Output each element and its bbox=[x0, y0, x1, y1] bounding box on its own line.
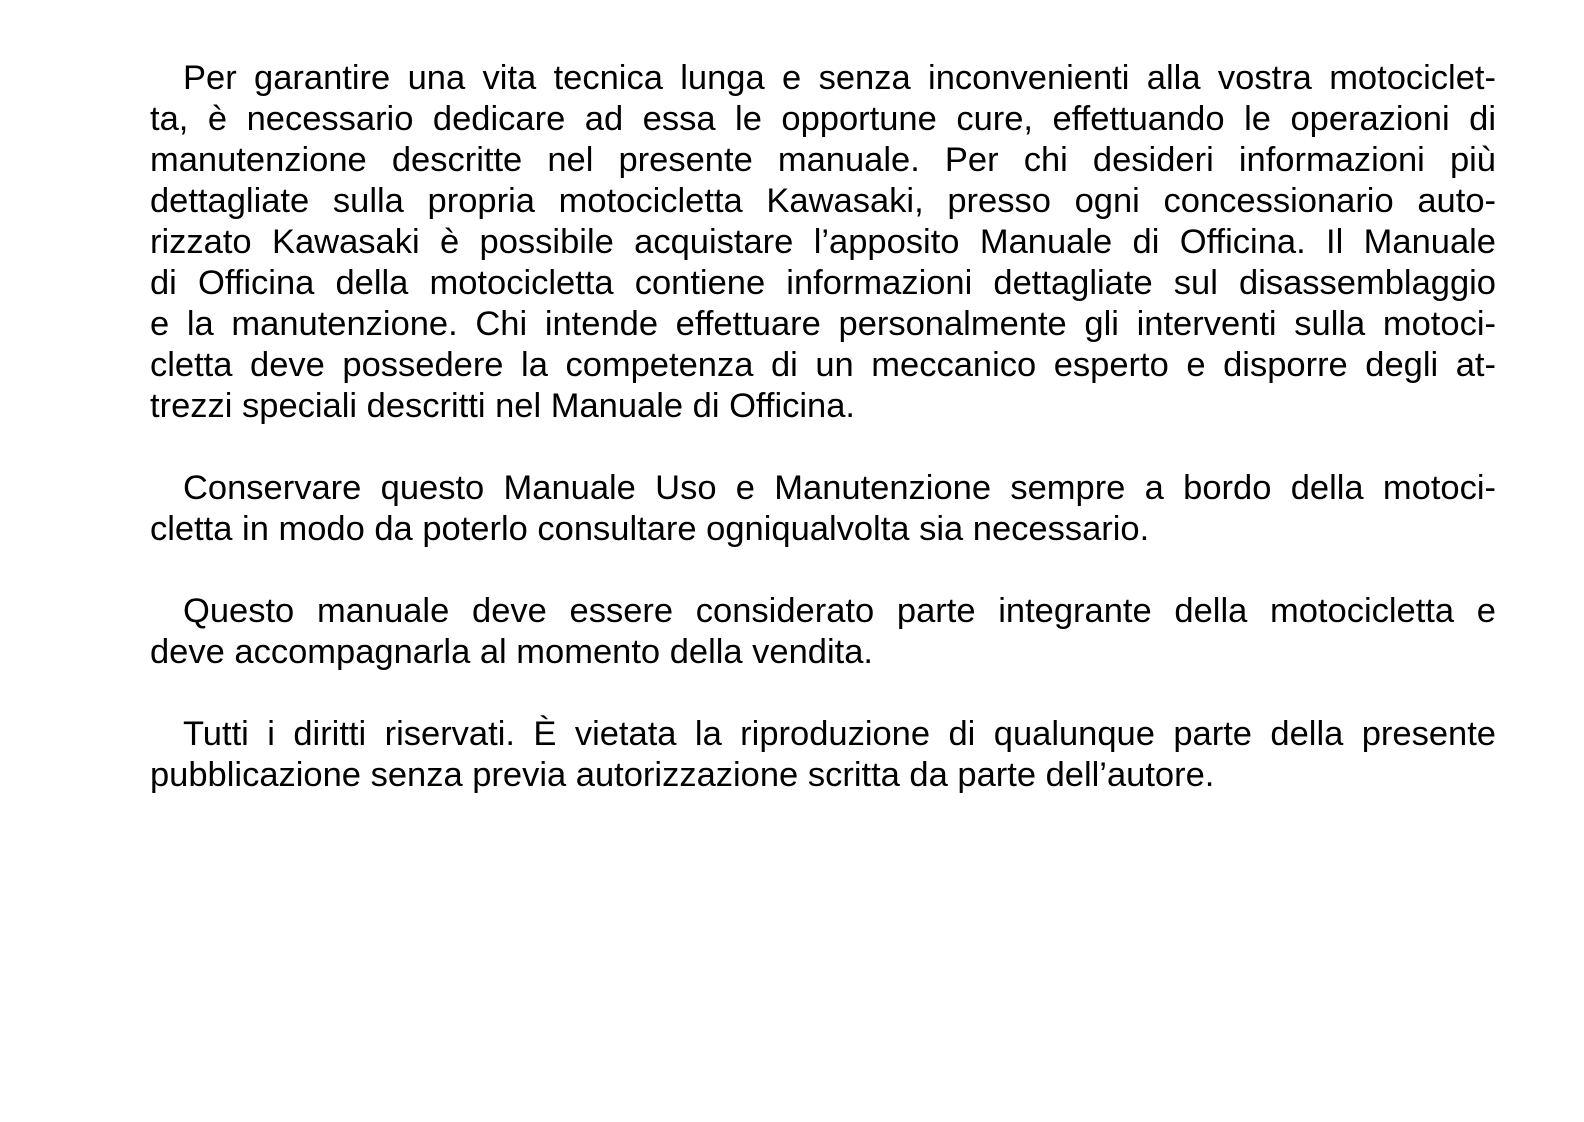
text-line: dettagliate sulla propria motocicletta Kawasaki, presso ogni concessionario auto- bbox=[150, 182, 1496, 220]
text-line: rizzato Kawasaki è possibile acquistare l’apposito Manuale di Officina. Il Manuale bbox=[150, 223, 1496, 261]
paragraph-copyright bbox=[150, 714, 1496, 796]
text-line: Per garantire una vita tecnica lunga e senza inconvenienti alla vostra motociclet- bbox=[183, 59, 1496, 97]
text-line: Tutti i diritti riservati. È vietata la riproduzione di qualunque parte della presente bbox=[183, 715, 1496, 753]
text-line: trezzi speciali descritti nel Manuale di Officina. bbox=[150, 387, 856, 425]
document-page bbox=[150, 58, 1496, 837]
text-line: manutenzione descritte nel presente manuale. Per chi desideri informazioni più bbox=[150, 141, 1496, 179]
text-line: pubblicazione senza previa autorizzazione scritta da parte dell’autore. bbox=[150, 756, 1215, 794]
text-line: di Officina della motocicletta contiene informazioni dettagliate sul disassemblaggio bbox=[150, 264, 1496, 302]
paragraph-keep-manual bbox=[150, 468, 1496, 550]
paragraph-maintenance-intro bbox=[150, 58, 1496, 427]
text-line: ta, è necessario dedicare ad essa le opportune cure, effettuando le operazioni di bbox=[150, 100, 1496, 138]
text-line: Conservare questo Manuale Uso e Manutenzione sempre a bordo della motoci- bbox=[183, 469, 1496, 507]
text-line: cletta deve possedere la competenza di un meccanico esperto e disporre degli at- bbox=[150, 346, 1496, 384]
text-line: e la manutenzione. Chi intende effettuare personalmente gli interventi sulla motoci- bbox=[150, 305, 1496, 343]
paragraph-integral-part bbox=[150, 591, 1496, 673]
text-line: deve accompagnarla al momento della vendita. bbox=[150, 633, 874, 671]
text-line: cletta in modo da poterlo consultare ogniqualvolta sia necessario. bbox=[150, 510, 1150, 548]
text-line: Questo manuale deve essere considerato parte integrante della motocicletta e bbox=[183, 592, 1496, 630]
